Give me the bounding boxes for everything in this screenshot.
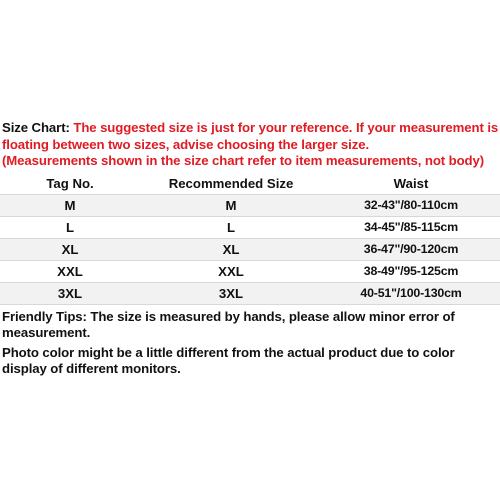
measurement-note: (Measurements shown in the size chart refer to item measurements, not body) <box>2 153 485 168</box>
friendly-tips <box>2 309 500 378</box>
cell-tag-no: XXL <box>0 260 140 282</box>
tip-color: Photo color might be a little different from the actual product due to color display of different monitors. <box>2 344 455 376</box>
table-row <box>0 260 500 282</box>
cell-waist: 32-43"/80-110cm <box>322 194 500 216</box>
cell-waist: 40-51"/100-130cm <box>322 282 500 304</box>
size-chart-label: Size Chart: <box>2 120 70 135</box>
cell-recommended-size: 3XL <box>140 282 322 304</box>
cell-tag-no: L <box>0 216 140 238</box>
table-row <box>0 282 500 304</box>
header-recommended-size: Recommended Size <box>140 173 322 195</box>
header-tag-no: Tag No. <box>0 173 140 195</box>
cell-recommended-size: M <box>140 194 322 216</box>
table-header-row <box>0 173 500 195</box>
cell-waist: 38-49"/95-125cm <box>322 260 500 282</box>
table-row <box>0 238 500 260</box>
cell-waist: 36-47"/90-120cm <box>322 238 500 260</box>
header-waist: Waist <box>322 173 500 195</box>
size-table <box>0 173 500 305</box>
cell-tag-no: M <box>0 194 140 216</box>
size-advice-note: The suggested size is just for your reference. If your measurement is floating between two sizes, advise choosing the larger size. <box>2 120 499 152</box>
cell-recommended-size: L <box>140 216 322 238</box>
cell-tag-no: XL <box>0 238 140 260</box>
cell-tag-no: 3XL <box>0 282 140 304</box>
table-row <box>0 194 500 216</box>
table-row <box>0 216 500 238</box>
cell-recommended-size: XL <box>140 238 322 260</box>
size-chart-sheet <box>0 120 500 381</box>
size-chart-intro <box>2 120 500 170</box>
cell-waist: 34-45"/85-115cm <box>322 216 500 238</box>
tip-measurement: Friendly Tips: The size is measured by hands, please allow minor error of measurement. <box>2 308 455 340</box>
cell-recommended-size: XXL <box>140 260 322 282</box>
